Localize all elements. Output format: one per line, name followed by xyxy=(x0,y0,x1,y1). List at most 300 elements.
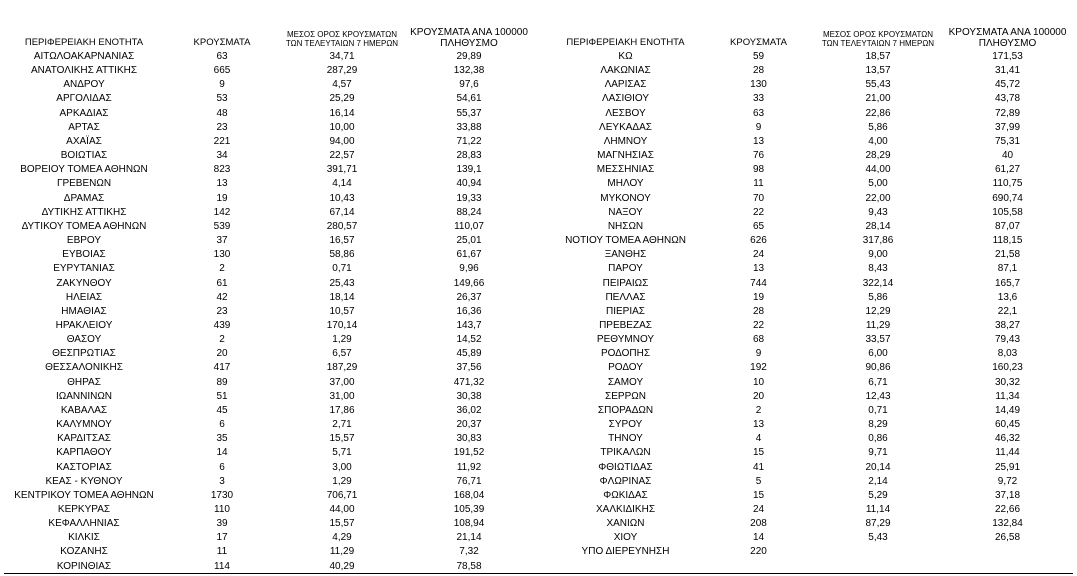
cell-per100k: 26,37 xyxy=(456,291,482,303)
cell-cases: 114 xyxy=(214,560,230,572)
cell-per100k: 132,84 xyxy=(992,518,1023,530)
cell-avg7: 34,71 xyxy=(329,51,355,62)
table-row xyxy=(548,305,1073,319)
cell-avg7: 10,57 xyxy=(329,305,355,317)
cell-cases: 19 xyxy=(752,291,765,303)
cell-avg7: 8,29 xyxy=(868,419,888,431)
cell-cases: 9 xyxy=(755,348,762,360)
cell-area: ΑΡΓΟΛΙΔΑΣ xyxy=(56,93,112,105)
cell-avg7: 22,86 xyxy=(865,107,891,119)
cell-area: ΚΩ xyxy=(618,51,633,62)
cell-area: ΘΑΣΟΥ xyxy=(66,334,102,346)
cell-cases: 2 xyxy=(219,334,225,346)
table-row xyxy=(548,121,1073,135)
cell-avg7: 55,43 xyxy=(865,79,891,91)
cell-area: ΗΜΑΘΙΑΣ xyxy=(61,305,107,317)
cell-area: ΠΕΙΡΑΙΩΣ xyxy=(602,277,649,289)
cell-area: ΣΠΟΡΑΔΩΝ xyxy=(597,404,654,416)
cell-avg7: 0,86 xyxy=(868,433,888,445)
cell-cases: 5 xyxy=(755,475,762,487)
cell-avg7: 10,43 xyxy=(329,192,355,204)
table-row xyxy=(4,248,534,262)
cell-cases: 13 xyxy=(216,178,228,190)
header-avg7 xyxy=(280,0,404,50)
cell-cases: 42 xyxy=(216,291,228,303)
cell-area: ΠΙΕΡΙΑΣ xyxy=(606,305,645,317)
cell-area: ΡΕΘΥΜΝΟΥ xyxy=(596,334,655,346)
cell-per100k: 45,89 xyxy=(456,348,482,360)
cell-avg7: 391,71 xyxy=(326,164,358,176)
cell-area: ΝΟΤΙΟΥ ΤΟΜΕΑ ΑΘΗΝΩΝ xyxy=(565,235,686,247)
cell-area: ΑΝΑΤΟΛΙΚΗΣ ΑΤΤΙΚΗΣ xyxy=(30,65,138,77)
cell-avg7: 44,00 xyxy=(329,504,355,515)
cell-cases: 23 xyxy=(216,305,228,317)
cell-cases: 220 xyxy=(750,546,767,558)
cell-avg7: 8,43 xyxy=(868,263,888,275)
cell-cases: 61 xyxy=(216,277,228,289)
cell-avg7: 16,14 xyxy=(329,107,355,119)
table-row xyxy=(4,206,534,220)
cell-per100k: 43,78 xyxy=(994,93,1021,105)
cell-area: ΑΡΤΑΣ xyxy=(68,121,100,133)
table-row xyxy=(4,517,534,531)
cell-avg7: 20,14 xyxy=(865,461,891,473)
cell-area: ΛΕΣΒΟΥ xyxy=(605,107,646,119)
cell-cases: 744 xyxy=(750,277,767,289)
table-row xyxy=(548,135,1073,149)
cell-cases: 626 xyxy=(750,235,767,247)
cell-per100k: 55,37 xyxy=(456,107,482,119)
cell-avg7: 5,86 xyxy=(868,121,888,133)
cell-per100k: 37,99 xyxy=(994,121,1021,133)
cell-per100k: 45,72 xyxy=(994,79,1021,91)
cell-cases: 39 xyxy=(216,518,228,530)
header-avg7-line1: ΜΕΣΟΣ ΟΡΟΣ ΚΡΟΥΣΜΑΤΩΝ xyxy=(286,30,398,40)
cell-per100k: 61,27 xyxy=(994,164,1021,176)
cell-area: ΒΟΙΩΤΙΑΣ xyxy=(60,150,108,162)
table-row xyxy=(4,545,534,559)
cell-per100k: 118,15 xyxy=(992,235,1023,247)
cell-avg7: 9,00 xyxy=(868,249,888,261)
table-row xyxy=(548,163,1073,177)
header-area: ΠΕΡΙΦΕΡΕΙΑΚΗ ΕΝΟΤΗΤΑ xyxy=(566,37,685,49)
cell-area: ΕΥΒΟΙΑΣ xyxy=(62,249,106,261)
cell-cases: 35 xyxy=(216,433,228,445)
cell-avg7: 6,00 xyxy=(868,348,888,360)
cell-area: ΘΗΡΑΣ xyxy=(67,376,101,388)
cell-cases: 2 xyxy=(219,263,225,275)
cell-avg7: 4,14 xyxy=(332,178,352,190)
cell-area: ΚΕΦΑΛΛΗΝΙΑΣ xyxy=(48,518,120,530)
table-row xyxy=(4,64,534,78)
cell-area: ΧΙΟΥ xyxy=(613,532,638,544)
cell-per100k: 25,91 xyxy=(994,461,1021,473)
cell-cases: 65 xyxy=(752,220,765,232)
cell-cases: 823 xyxy=(213,164,231,176)
cell-avg7: 6,71 xyxy=(868,376,888,388)
cell-area: ΚΙΛΚΙΣ xyxy=(68,532,100,544)
cell-avg7: 87,29 xyxy=(865,518,891,530)
cell-avg7: 90,86 xyxy=(865,362,891,374)
cell-avg7: 37,00 xyxy=(329,376,355,388)
cell-cases: 14 xyxy=(216,447,228,459)
cell-avg7: 4,57 xyxy=(332,79,352,91)
cell-area: ΜΥΚΟΝΟΥ xyxy=(600,192,651,204)
cell-avg7: 40,29 xyxy=(329,560,355,572)
table-row xyxy=(4,163,534,177)
cell-cases: 4 xyxy=(755,433,762,445)
table-row xyxy=(4,489,534,503)
table-row xyxy=(548,376,1073,390)
cell-per100k: 143,7 xyxy=(456,319,482,331)
table-row xyxy=(4,234,534,248)
cell-cases: 110 xyxy=(214,504,230,515)
table-row xyxy=(4,291,534,305)
cell-area: ΛΑΣΙΘΙΟΥ xyxy=(602,93,649,105)
cell-cases: 19 xyxy=(216,192,228,204)
cell-cases: 1730 xyxy=(210,489,234,501)
cell-area: ΚΑΣΤΟΡΙΑΣ xyxy=(56,461,112,473)
cell-per100k: 54,61 xyxy=(456,93,482,105)
cell-cases: 665 xyxy=(213,65,231,77)
cell-per100k: 11,44 xyxy=(995,447,1020,459)
cell-avg7: 11,29 xyxy=(329,546,355,558)
cell-avg7: 1,29 xyxy=(332,475,352,487)
cell-per100k: 22,1 xyxy=(997,305,1018,317)
table-row xyxy=(4,404,534,418)
cell-cases: 13 xyxy=(752,263,765,275)
cell-cases: 28 xyxy=(752,305,765,317)
cell-avg7: 21,00 xyxy=(865,93,891,105)
cell-per100k: 26,58 xyxy=(994,532,1021,544)
cell-avg7: 15,57 xyxy=(329,433,355,445)
cell-avg7: 16,57 xyxy=(329,235,355,247)
cell-per100k: 16,36 xyxy=(456,305,482,317)
table-row xyxy=(548,234,1073,248)
cell-per100k: 87,07 xyxy=(994,220,1021,232)
cell-cases: 22 xyxy=(752,206,765,218)
cell-avg7: 67,14 xyxy=(329,206,355,218)
cell-area: ΘΕΣΣΑΛΟΝΙΚΗΣ xyxy=(45,362,123,374)
table-row xyxy=(4,319,534,333)
cell-per100k: 38,27 xyxy=(994,319,1021,331)
table-row xyxy=(548,177,1073,191)
cell-cases: 13 xyxy=(752,135,765,147)
cell-cases: 14 xyxy=(752,532,765,544)
cell-cases: 3 xyxy=(219,475,225,487)
cell-avg7: 12,43 xyxy=(865,390,891,402)
cell-per100k xyxy=(942,545,1073,559)
cell-cases: 28 xyxy=(752,65,765,77)
cell-per100k: 31,41 xyxy=(994,65,1021,77)
table-row xyxy=(548,319,1073,333)
cell-per100k: 40,94 xyxy=(456,178,482,190)
cell-per100k: 28,83 xyxy=(456,150,482,162)
cell-avg7: 0,71 xyxy=(868,404,888,416)
cell-cases: 33 xyxy=(752,93,765,105)
cell-avg7: 5,43 xyxy=(868,532,888,544)
table-row xyxy=(548,545,1073,559)
table-row xyxy=(548,361,1073,375)
cell-area: ΖΑΚΥΝΘΟΥ xyxy=(56,277,112,289)
table-row xyxy=(548,489,1073,503)
table-row xyxy=(548,291,1073,305)
cell-avg7 xyxy=(814,545,942,559)
cell-avg7: 4,00 xyxy=(868,135,888,147)
table-row xyxy=(4,361,534,375)
table-row xyxy=(4,50,534,64)
right-table-body xyxy=(548,50,1073,560)
cell-area: ΚΕΝΤΡΙΚΟΥ ΤΟΜΕΑ ΑΘΗΝΩΝ xyxy=(14,489,154,501)
cell-avg7: 187,29 xyxy=(326,362,358,374)
cell-per100k: 105,58 xyxy=(992,206,1023,218)
header-per100k xyxy=(942,0,1073,50)
cell-per100k: 11,92 xyxy=(456,461,482,473)
cell-per100k: 36,02 xyxy=(456,404,482,416)
table-row xyxy=(4,135,534,149)
cell-per100k: 30,38 xyxy=(456,390,482,402)
cell-area: ΦΛΩΡΙΝΑΣ xyxy=(599,475,652,487)
cell-cases: 11 xyxy=(216,546,228,558)
cell-cases: 15 xyxy=(752,447,765,459)
header-cases: ΚΡΟΥΣΜΑΤΑ xyxy=(730,37,787,49)
cell-per100k: 72,89 xyxy=(994,107,1021,119)
cell-per100k: 7,32 xyxy=(459,546,479,558)
table-row xyxy=(548,192,1073,206)
cell-avg7: 322,14 xyxy=(862,277,894,289)
cell-cases: 20 xyxy=(752,390,765,402)
table-row xyxy=(548,92,1073,106)
cell-area: ΒΟΡΕΙΟΥ ΤΟΜΕΑ ΑΘΗΝΩΝ xyxy=(20,164,148,176)
cell-avg7: 58,86 xyxy=(329,249,355,261)
cell-avg7: 28,14 xyxy=(865,220,891,232)
cell-per100k: 25,01 xyxy=(456,235,482,247)
cell-per100k: 108,94 xyxy=(453,518,485,530)
cell-per100k: 60,45 xyxy=(994,419,1021,431)
cell-avg7: 94,00 xyxy=(329,135,355,147)
cell-avg7: 31,00 xyxy=(329,390,355,402)
cell-avg7: 25,29 xyxy=(329,93,355,105)
cell-area: ΚΑΡΠΑΘΟΥ xyxy=(56,447,112,459)
cell-avg7: 170,14 xyxy=(326,319,358,331)
header-per100k-line1: ΚΡΟΥΣΜΑΤΑ ΑΝΑ 100000 xyxy=(410,26,528,38)
cell-area: ΕΒΡΟΥ xyxy=(66,235,102,247)
cell-avg7: 1,29 xyxy=(332,334,352,346)
cell-area: ΚΕΡΚΥΡΑΣ xyxy=(57,504,111,515)
cell-area: ΑΙΤΩΛΟΑΚΑΡΝΑΝΙΑΣ xyxy=(33,51,135,62)
left-table-body xyxy=(4,50,534,574)
table-row xyxy=(4,432,534,446)
cell-per100k: 191,52 xyxy=(453,447,485,459)
cell-per100k: 9,96 xyxy=(459,263,479,275)
cell-cases: 539 xyxy=(213,220,231,232)
cell-avg7: 12,29 xyxy=(865,305,891,317)
cell-area: ΚΟΖΑΝΗΣ xyxy=(60,546,108,558)
cell-cases: 6 xyxy=(219,461,225,473)
cell-cases: 142 xyxy=(213,206,231,218)
table-row xyxy=(548,277,1073,291)
cell-per100k: 88,24 xyxy=(456,206,482,218)
table-row xyxy=(548,475,1073,489)
cell-per100k: 110,75 xyxy=(992,178,1023,190)
table-row xyxy=(4,475,534,489)
cell-cases: 23 xyxy=(216,121,228,133)
cell-area: ΛΑΡΙΣΑΣ xyxy=(604,79,647,91)
cell-cases: 53 xyxy=(216,93,228,105)
cell-cases: 34 xyxy=(216,150,228,162)
cell-cases: 130 xyxy=(750,79,767,91)
table-row xyxy=(4,333,534,347)
cell-area: ΔΥΤΙΚΟΥ ΤΟΜΕΑ ΑΘΗΝΩΝ xyxy=(21,220,147,232)
cell-area: ΠΑΡΟΥ xyxy=(608,263,643,275)
cell-area: ΤΡΙΚΑΛΩΝ xyxy=(600,447,651,459)
cell-cases: 70 xyxy=(752,192,765,204)
cell-avg7: 706,71 xyxy=(326,489,358,501)
table-row xyxy=(548,50,1073,64)
cell-area: ΑΧΑΪΑΣ xyxy=(66,135,102,147)
cell-area: ΚΑΒΑΛΑΣ xyxy=(60,404,108,416)
cell-cases: 10 xyxy=(752,376,765,388)
table-row xyxy=(4,277,534,291)
cell-per100k: 40 xyxy=(1001,150,1014,162)
cell-cases: 9 xyxy=(219,79,225,91)
header-per100k-line2: ΠΛΗΘΥΣΜΟ xyxy=(978,37,1037,49)
table-header-row xyxy=(548,0,1073,50)
table-row xyxy=(4,92,534,106)
table-row xyxy=(4,418,534,432)
cell-area: ΕΥΡΥΤΑΝΙΑΣ xyxy=(53,263,115,275)
cell-cases: 13 xyxy=(752,419,765,431)
cell-avg7: 6,57 xyxy=(332,348,352,360)
cell-cases: 24 xyxy=(752,504,765,515)
header-area: ΠΕΡΙΦΕΡΕΙΑΚΗ ΕΝΟΤΗΤΑ xyxy=(24,37,144,49)
cell-cases: 63 xyxy=(216,51,228,62)
cell-area: ΡΟΔΟΠΗΣ xyxy=(600,348,651,360)
cell-avg7: 4,29 xyxy=(332,532,352,544)
cell-area: ΡΟΔΟΥ xyxy=(608,362,643,374)
cell-cases: 11 xyxy=(753,178,764,190)
cell-per100k: 37,18 xyxy=(994,489,1021,501)
cell-avg7: 10,00 xyxy=(329,121,355,133)
table-row xyxy=(4,192,534,206)
cell-per100k: 97,6 xyxy=(459,79,479,91)
table-row xyxy=(548,248,1073,262)
table-row xyxy=(548,461,1073,475)
cell-area: ΚΟΡΙΝΘΙΑΣ xyxy=(56,560,112,572)
cell-avg7: 280,57 xyxy=(326,220,358,232)
cell-area: ΝΑΞΟΥ xyxy=(608,206,643,218)
table-row xyxy=(548,531,1073,545)
cell-area: ΔΡΑΜΑΣ xyxy=(63,192,105,204)
cell-area: ΧΑΛΚΙΔΙΚΗΣ xyxy=(596,504,655,515)
right-table-panel xyxy=(548,0,1073,560)
cell-per100k: 79,43 xyxy=(994,334,1021,346)
cell-area: ΔΥΤΙΚΗΣ ΑΤΤΙΚΗΣ xyxy=(41,206,127,218)
cell-avg7: 2,14 xyxy=(868,475,888,487)
cell-avg7: 28,29 xyxy=(865,150,891,162)
cell-area: ΠΕΛΛΑΣ xyxy=(605,291,646,303)
table-row xyxy=(4,220,534,234)
cell-cases: 59 xyxy=(752,51,765,62)
cell-area: ΦΩΚΙΔΑΣ xyxy=(603,489,648,501)
table-row xyxy=(548,446,1073,460)
cell-per100k: 71,22 xyxy=(456,135,482,147)
table-row xyxy=(548,64,1073,78)
table-row xyxy=(4,262,534,276)
cell-avg7: 5,29 xyxy=(868,489,888,501)
cases-table-right xyxy=(548,0,1073,560)
table-header-row xyxy=(4,0,534,50)
cell-avg7: 33,57 xyxy=(865,334,891,346)
cell-per100k: 105,39 xyxy=(453,504,485,515)
cell-per100k: 46,32 xyxy=(994,433,1021,445)
cell-avg7: 13,57 xyxy=(865,65,891,77)
cell-per100k: 14,49 xyxy=(994,404,1021,416)
cell-avg7: 22,00 xyxy=(865,192,891,204)
cell-avg7: 5,86 xyxy=(868,291,888,303)
header-per100k xyxy=(404,0,534,50)
cell-area: ΚΑΛΥΜΝΟΥ xyxy=(56,419,112,431)
cell-per100k: 33,88 xyxy=(456,121,482,133)
cell-area: ΝΗΣΩΝ xyxy=(607,220,644,232)
cell-per100k: 61,67 xyxy=(456,249,482,261)
cell-cases: 9 xyxy=(755,121,762,133)
cell-per100k: 14,52 xyxy=(456,334,482,346)
cell-area: ΣΕΡΡΩΝ xyxy=(605,390,646,402)
cell-avg7: 11,29 xyxy=(865,319,891,331)
cell-area: ΣΑΜΟΥ xyxy=(607,376,644,388)
table-row xyxy=(548,517,1073,531)
table-row xyxy=(548,78,1073,92)
table-row xyxy=(548,262,1073,276)
table-row xyxy=(548,503,1073,517)
table-row xyxy=(4,305,534,319)
cell-per100k: 37,56 xyxy=(456,362,482,374)
cell-avg7: 9,43 xyxy=(868,206,888,218)
cases-table-left xyxy=(4,0,534,574)
cell-per100k: 110,07 xyxy=(454,220,484,232)
cell-avg7: 25,43 xyxy=(329,277,355,289)
table-row xyxy=(548,418,1073,432)
cell-per100k: 165,7 xyxy=(994,277,1021,289)
table-row xyxy=(4,347,534,361)
cell-avg7: 317,86 xyxy=(862,235,894,247)
cell-avg7: 17,86 xyxy=(329,404,355,416)
header-per100k-line1: ΚΡΟΥΣΜΑΤΑ ΑΝΑ 100000 xyxy=(948,26,1067,38)
cell-area: ΗΡΑΚΛΕΙΟΥ xyxy=(55,319,113,331)
cell-avg7: 44,00 xyxy=(865,164,891,176)
cell-per100k: 78,58 xyxy=(456,560,482,572)
table-row xyxy=(4,503,534,517)
cell-per100k: 20,37 xyxy=(456,419,482,431)
table-row xyxy=(548,107,1073,121)
cell-cases: 63 xyxy=(752,107,765,119)
cell-per100k: 75,31 xyxy=(994,135,1021,147)
cell-avg7: 0,71 xyxy=(332,263,352,275)
cell-area: ΞΑΝΘΗΣ xyxy=(604,249,647,261)
cell-per100k: 132,38 xyxy=(453,65,485,77)
cell-per100k: 22,66 xyxy=(994,504,1021,515)
cell-area: ΑΡΚΑΔΙΑΣ xyxy=(59,107,109,119)
table-row xyxy=(548,390,1073,404)
cell-cases: 45 xyxy=(216,404,228,416)
cell-cases: 48 xyxy=(216,107,228,119)
cell-per100k: 19,33 xyxy=(456,192,482,204)
cell-per100k: 87,1 xyxy=(997,263,1018,275)
cell-cases: 130 xyxy=(213,249,231,261)
cell-area: ΣΥΡΟΥ xyxy=(608,419,643,431)
cell-area: ΧΑΝΙΩΝ xyxy=(606,518,645,530)
